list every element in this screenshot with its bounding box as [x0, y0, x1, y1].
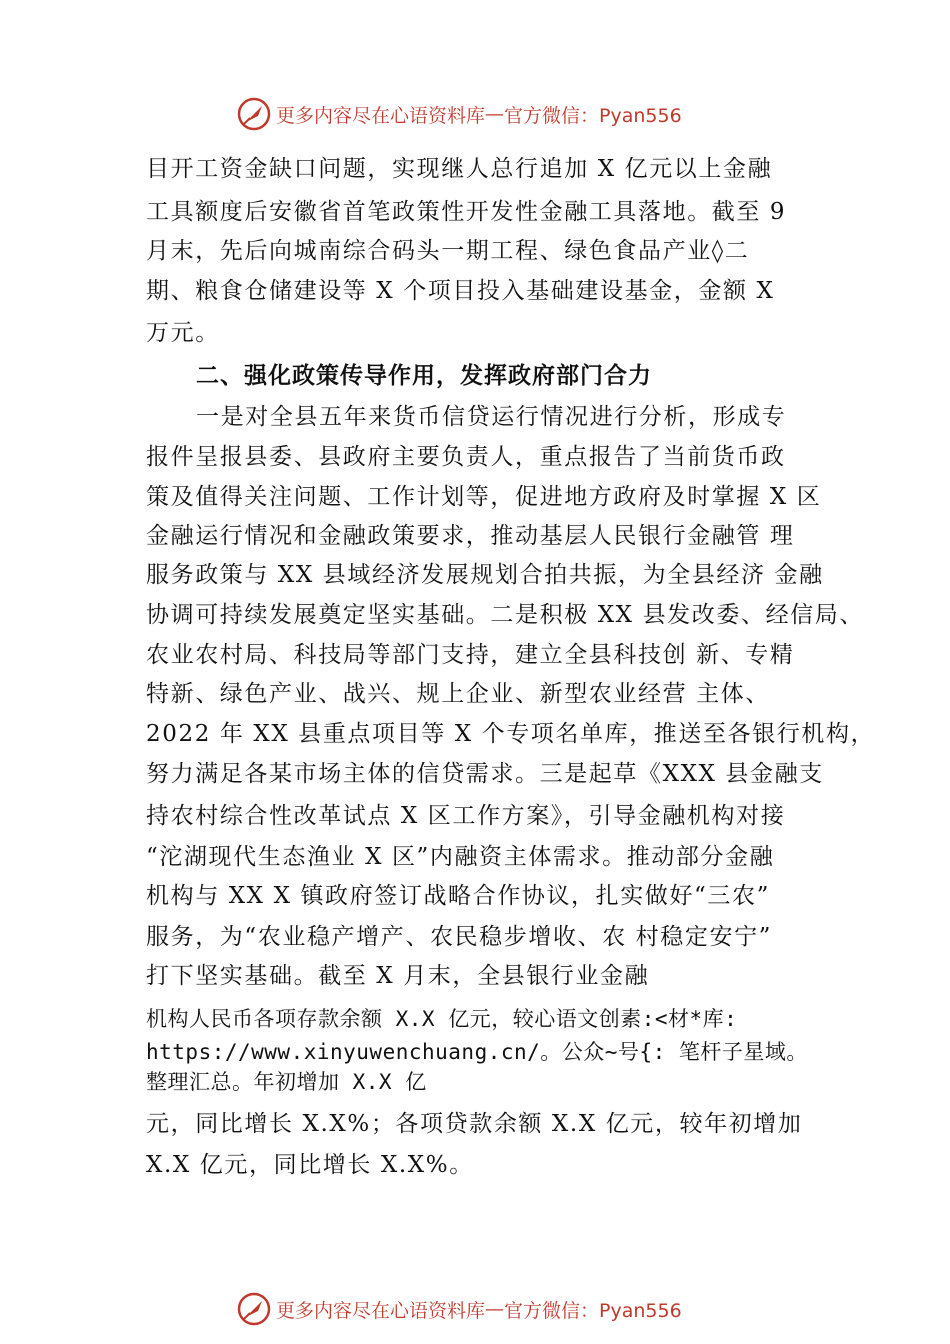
- text-line: 农业农村局、科技局等部门支持，建立全县科技创 新、专精: [146, 642, 795, 668]
- quill-pen-seal-icon: [236, 96, 272, 132]
- text-line: 努力满足各某市场主体的信贷需求。三是起草《XXX 县金融支: [146, 761, 824, 787]
- watermark-title: 更多内容尽在心语资料库: [276, 104, 486, 127]
- text-line: 机构与 XX X 镇政府签订战略合作协议，扎实做好“三农”: [146, 883, 770, 909]
- text-line: https://www.xinyuwenchuang.cn/。公众~号{: 笔杆子星域。: [146, 1040, 808, 1064]
- text-line: 服务政策与 XX 县域经济发展规划合拍共振，为全县经济 金融: [146, 562, 824, 588]
- text-line: 机构人民币各项存款余额 X.X 亿元，较心语文创素:<材*库:: [146, 1007, 738, 1031]
- text-line: 月末，先后向城南综合码头一期工程、绿色食品产业◊二: [146, 238, 750, 264]
- text-line: 一是对全县五年来货币信贷运行情况进行分析，形成专: [196, 404, 787, 430]
- text-line: 金融运行情况和金融政策要求，推动基层人民银行金融管 理: [146, 523, 795, 549]
- text-line: X.X 亿元，同比增长 X.X%。: [146, 1152, 474, 1178]
- text-line: 元，同比增长 X.X%；各项贷款余额 X.X 亿元，较年初增加: [146, 1111, 803, 1137]
- watermark-banner-top: [236, 95, 736, 133]
- text-line: 打下坚实基础。截至 X 月末，全县银行业金融: [146, 963, 650, 989]
- text-line: “沱湖现代生态渔业 X 区”内融资主体需求。推动部分金融: [146, 844, 775, 870]
- text-line: 协调可持续发展奠定坚实基础。二是积极 XX 县发改委、经信局、: [146, 602, 864, 628]
- watermark-wechat: 官方微信：Pyan556: [504, 1299, 682, 1322]
- text-line: 策及值得关注问题、工作计划等，促进地方政府及时掌握 X 区: [146, 484, 822, 510]
- watermark-separator: —: [485, 1298, 505, 1320]
- section-heading: 二、强化政策传导作用，发挥政府部门合力: [196, 363, 652, 389]
- watermark-banner-bottom: [236, 1290, 736, 1328]
- text-line: 万元。: [146, 320, 220, 346]
- text-line: 特新、绿色产业、战兴、规上企业、新型农业经营 主体、: [146, 681, 770, 707]
- text-line: 目开工资金缺口问题，实现继人总行追加 X 亿元以上金融: [146, 156, 773, 182]
- watermark-wechat: 官方微信：Pyan556: [504, 104, 682, 127]
- text-line: 服务，为“农业稳产增产、农民稳步增收、农 村稳定安宁”: [146, 924, 773, 950]
- watermark-title: 更多内容尽在心语资料库: [276, 1299, 486, 1322]
- watermark-separator: —: [485, 103, 505, 125]
- text-line: 整理汇总。年初增加 X.X 亿: [146, 1070, 427, 1094]
- text-line: 工具额度后安徽省首笔政策性开发性金融工具落地。截至 9: [146, 199, 787, 225]
- text-line: 持农村综合性改革试点 X 区工作方案》，引导金融机构对接: [146, 803, 786, 829]
- quill-pen-seal-icon: [236, 1291, 272, 1327]
- text-line: 2022 年 XX 县重点项目等 X 个专项名单库，推送至各银行机构，: [146, 721, 876, 747]
- text-line: 报件呈报县委、县政府主要负责人，重点报告了当前货币政: [146, 444, 786, 470]
- text-line: 期、粮食仓储建设等 X 个项目投入基础建设基金，金额 X: [146, 278, 775, 304]
